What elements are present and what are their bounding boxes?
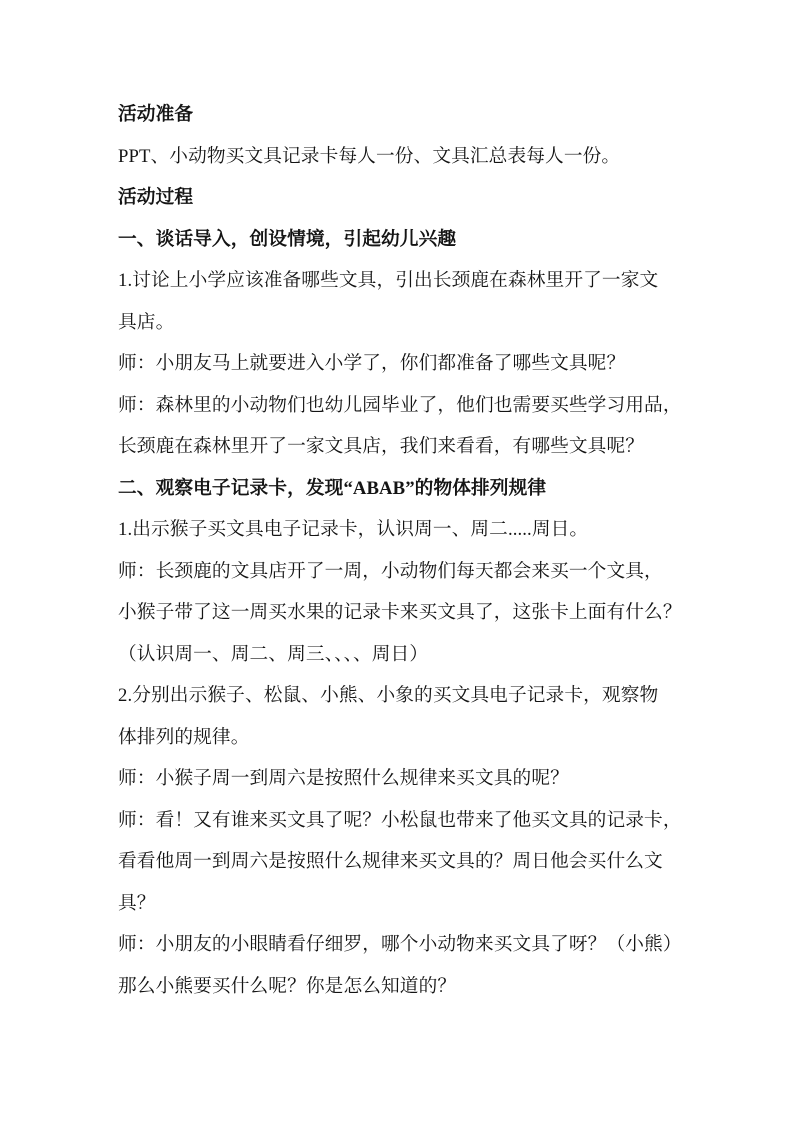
document-body <box>118 102 682 1015</box>
text-line: 师：长颈鹿的文具店开了一周，小动物们每天都会来买一个文具， <box>118 560 663 582</box>
text-line: 长颈鹿在森林里开了一家文具店，我们来看看，有哪些文具呢？ <box>118 436 645 457</box>
heading-activity-process: 活动过程 <box>118 187 194 208</box>
text-line: 师：森林里的小动物们也幼儿园毕业了，他们也需要买些学习用品， <box>118 394 682 416</box>
text-line: PPT、小动物买文具记录卡每人一份、文具汇总表每人一份。 <box>118 145 621 167</box>
heading-activity-preparation: 活动准备 <box>118 104 194 125</box>
heading-section-two: 二、观察电子记录卡，发现“ABAB”的物体排列规律 <box>118 477 547 499</box>
text-line: 师：看！又有谁来买文具了呢？小松鼠也带来了他买文具的记录卡， <box>118 809 682 831</box>
text-line: 那么小熊要买什么呢？你是怎么知道的？ <box>118 975 457 997</box>
text-line: 师：小朋友马上就要进入小学了，你们都准备了哪些文具呢？ <box>118 353 626 374</box>
text-line: 具店。 <box>118 311 175 333</box>
text-line: 体排列的规律。 <box>118 726 250 748</box>
text-line: 2.分别出示猴子、松鼠、小熊、小象的买文具电子记录卡，观察物 <box>118 685 659 706</box>
text-line: 师：小猴子周一到周六是按照什么规律来买文具的呢？ <box>118 768 569 789</box>
text-line: 具？ <box>118 892 156 914</box>
heading-section-one: 一、谈话导入，创设情境，引起幼儿兴趣 <box>118 228 457 250</box>
text-line: 看看他周一到周六是按照什么规律来买文具的？周日他会买什么文 <box>118 851 663 872</box>
text-line: （认识周一、周二、周三、、、、周日） <box>118 643 429 665</box>
text-line: 小猴子带了这一周买水果的记录卡来买文具了，这张卡上面有什么？ <box>118 602 682 623</box>
text-line: 师：小朋友的小眼睛看仔细罗，哪个小动物来买文具了呀？（小熊） <box>118 934 682 955</box>
text-line: 1.讨论上小学应该准备哪些文具，引出长颈鹿在森林里开了一家文 <box>118 270 659 291</box>
text-line: 1.出示猴子买文具电子记录卡，认识周一、周二.....周日。 <box>118 519 589 540</box>
